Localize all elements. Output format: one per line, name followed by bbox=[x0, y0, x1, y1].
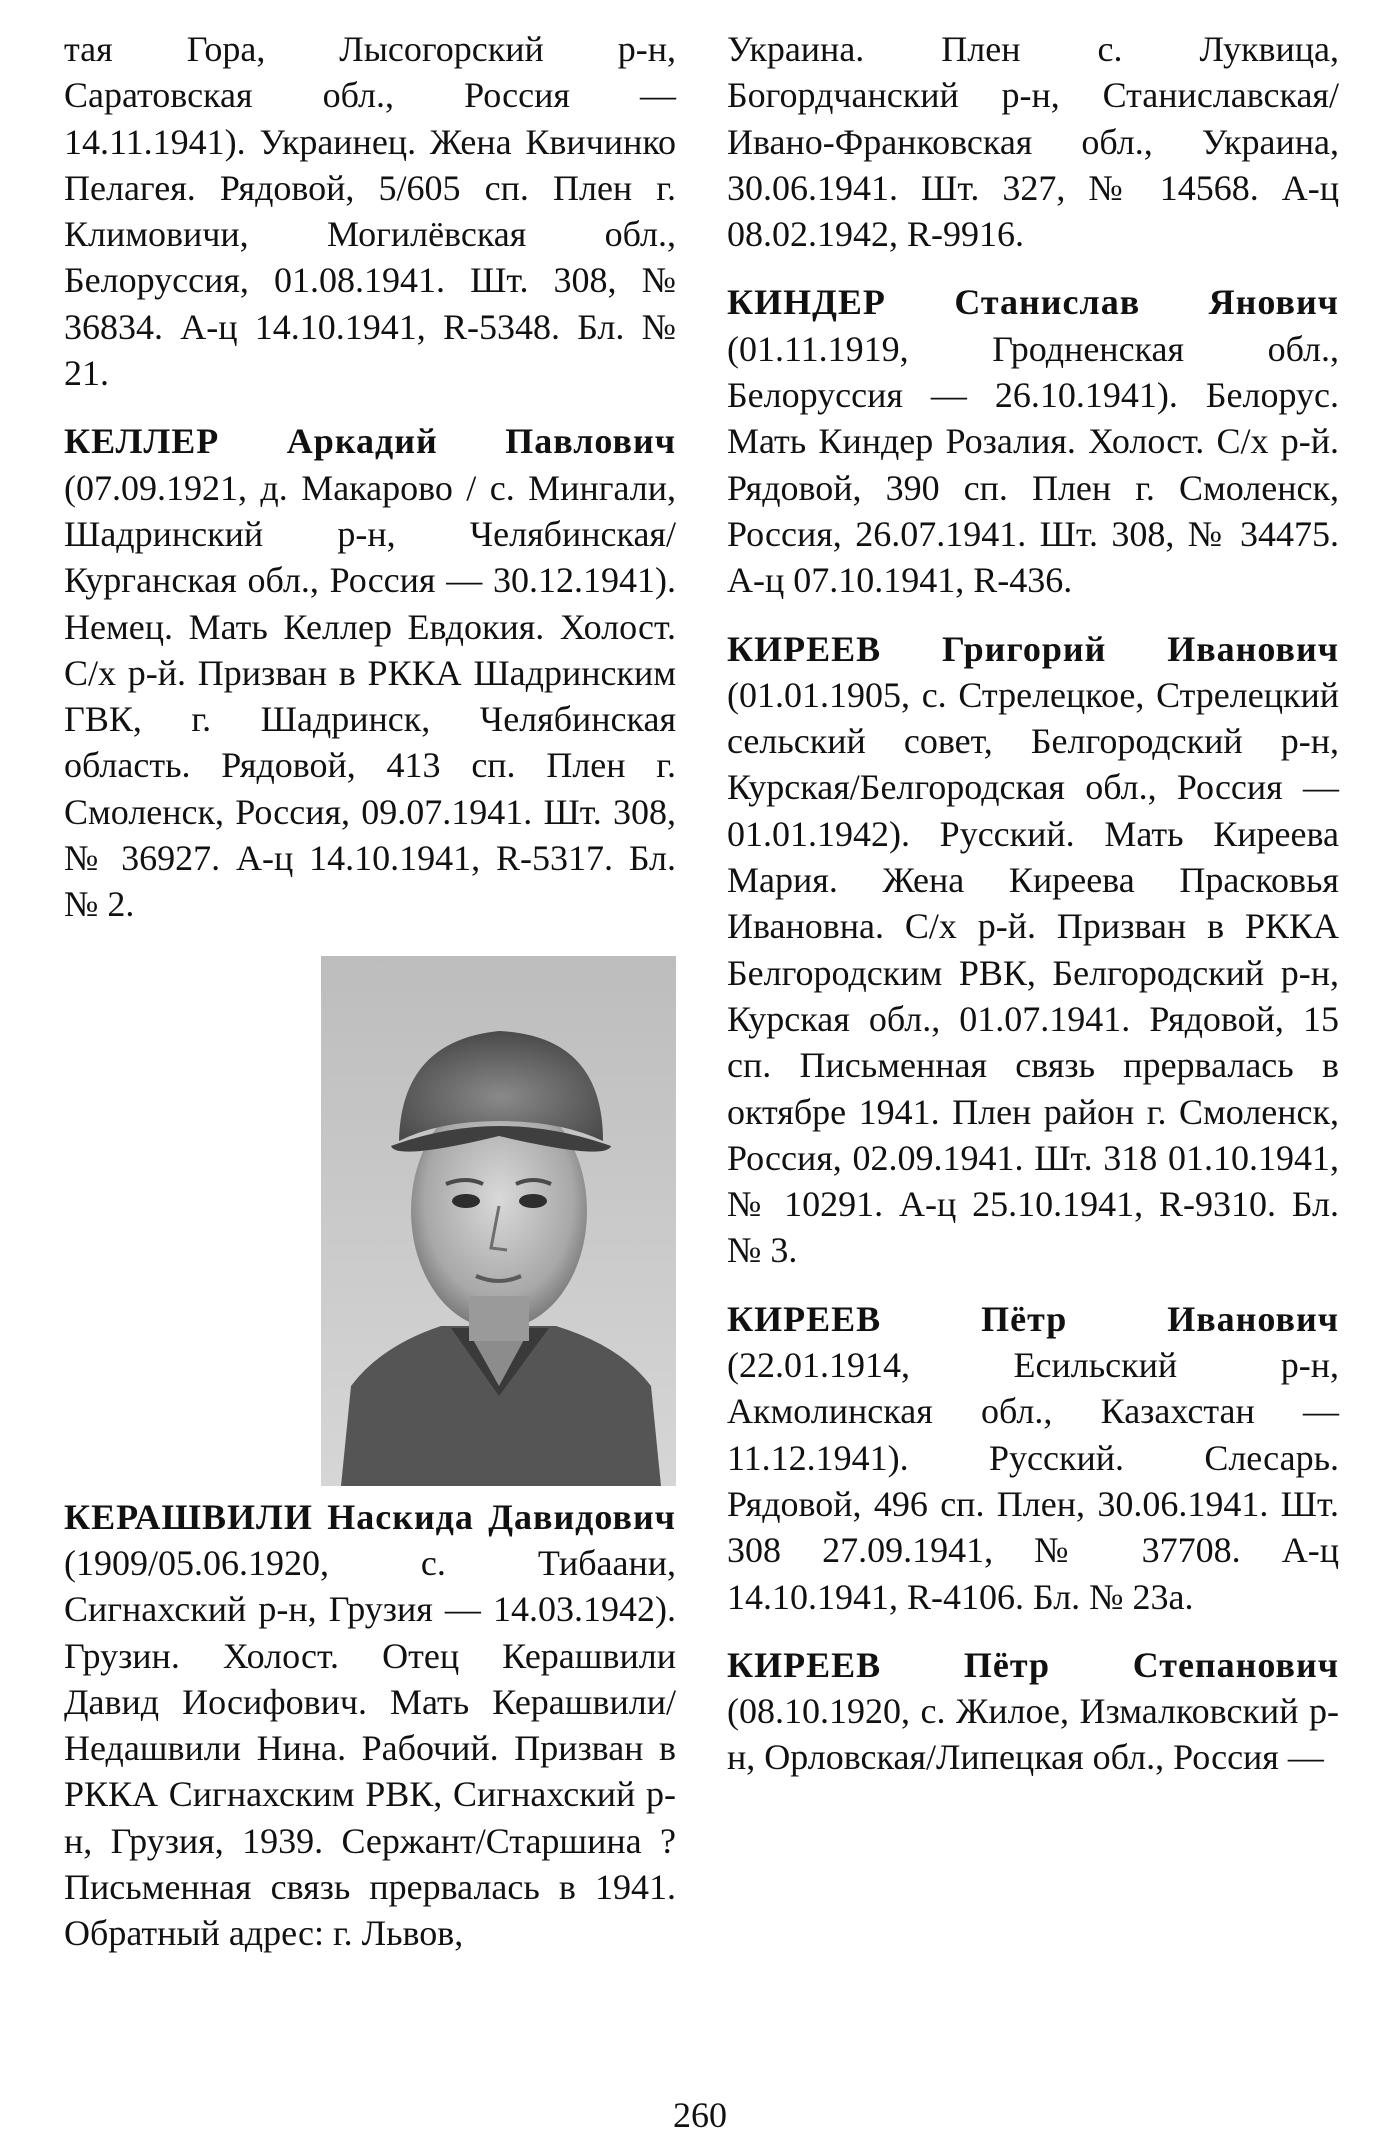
entry-text: (22.01.1914, Есильский р-н, Акмолинская обл., Казахстан — 11.12.1941). Русский. Слесарь. Рядовой, 496 сп. Плен, 30.06.1941. Шт. 308 27.09.1941, № 37708. А-ц 14.10.1941, R-4106. Бл. № 23а. bbox=[727, 1345, 1339, 1617]
entry-name: КЕРАШВИЛИ Наскида Давидович bbox=[64, 1496, 676, 1537]
entry-continuation bbox=[64, 26, 676, 396]
entry-text: (1909/05.06.1920, с. Тибаани, Сигнахский р-н, Грузия — 14.03.1942). Грузин. Холост. Отец Керашвили Давид Иосифович. Мать Керашвили/Недашвили Нина. Рабочий. Призван в РККА Сигнахским РВК, Сигнахский р-н, Грузия, 1939. Сержант/Старшина ? Письменная связь прервалась в 1941. Обратный адрес: г. Львов, bbox=[64, 1542, 676, 1954]
entry-text: Украина. Плен с. Луквица, Богордчанский р-н, Станиславская/Ивано-Франковская обл., Украина, 30.06.1941. Шт. 327, № 14568. А-ц 08.02.1942, R-9916. bbox=[727, 29, 1339, 255]
entry-name: КИРЕЕВ Григорий Иванович bbox=[727, 628, 1339, 669]
left-column bbox=[64, 26, 676, 1979]
entry-text: (01.01.1905, с. Стрелецкое, Стрелецкий сельский совет, Белгородский р-н, Курская/Белгородская обл., Россия — 01.01.1942). Русский. Мать Киреева Мария. Жена Киреева Прасковья Ивановна. С/х р-й. Призван в РККА Белгородским РВК, Белгородский р-н, Курская обл., 01.07.1941. Рядовой, 15 сп. Письменная связь прервалась в октябре 1941. Плен район г. Смоленск, Россия, 02.09.1941. Шт. 318 01.10.1941, № 10291. А-ц 25.10.1941, R-9310. Бл. № 3. bbox=[727, 674, 1339, 1271]
right-column bbox=[727, 26, 1339, 1803]
portrait-photo-icon bbox=[321, 956, 676, 1486]
entry-continuation bbox=[727, 26, 1339, 257]
entry-text: (08.10.1920, с. Жилое, Измалковский р-н, Орловская/Липецкая обл., Россия — bbox=[727, 1691, 1339, 1778]
entry-name: КИНДЕР Станислав Янович bbox=[727, 282, 1339, 323]
entry-name: КЕЛЛЕР Аркадий Павлович bbox=[64, 421, 676, 462]
entry-keller bbox=[64, 418, 676, 927]
entry-name: КИРЕЕВ Пётр Иванович bbox=[727, 1298, 1339, 1339]
entry-name: КИРЕЕВ Пётр Степанович bbox=[727, 1644, 1339, 1685]
entry-kireev-grigoriy bbox=[727, 626, 1339, 1274]
entry-kerashvili bbox=[64, 950, 676, 1957]
entry-text: (01.11.1919, Гродненская обл., Белоруссия — 26.10.1941). Белорус. Мать Киндер Розалия. Холост. С/х р-й. Рядовой, 390 сп. Плен г. Смоленск, Россия, 26.07.1941. Шт. 308, № 34475. А-ц 07.10.1941, R-436. bbox=[727, 328, 1339, 601]
entry-text: (07.09.1921, д. Макарово / с. Мингали, Шадринский р-н, Челябинская/Курганская обл., Россия — 30.12.1941). Немец. Мать Келлер Евдокия. Холост. С/х р-й. Призван в РККА Шадринским ГВК, г. Шадринск, Челябинская область. Рядовой, 413 сп. Плен г. Смоленск, Россия, 09.07.1941. Шт. 308, № 36927. А-ц 14.10.1941, R-5317. Бл. № 2. bbox=[64, 467, 676, 925]
page-number: 260 bbox=[673, 2095, 727, 2135]
portrait-photo bbox=[321, 956, 676, 1486]
entry-kireev-petr-stepanovich bbox=[727, 1642, 1339, 1781]
entry-text: тая Гора, Лысогорский р-н, Саратовская обл., Россия — 14.11.1941). Украинец. Жена Квичинко Пелагея. Рядовой, 5/605 сп. Плен г. Климовичи, Могилёвская обл., Белоруссия, 01.08.1941. Шт. 308, № 36834. А-ц 14.10.1941, R-5348. Бл. № 21. bbox=[64, 29, 676, 394]
entry-kireev-petr-ivanovich bbox=[727, 1296, 1339, 1620]
entry-kinder bbox=[727, 279, 1339, 603]
